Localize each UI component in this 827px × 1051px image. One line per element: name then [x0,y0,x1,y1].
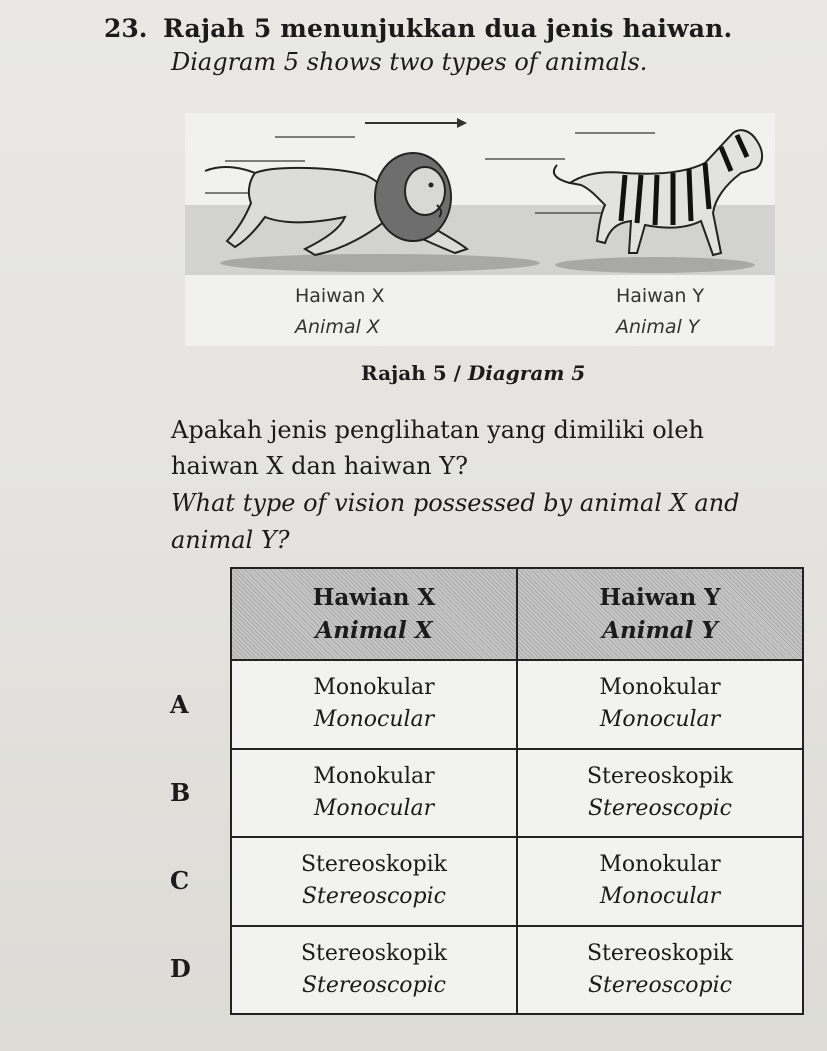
cell-c-x-malay: Stereoskopik [300,852,448,878]
caption-english: Diagram 5 [467,361,586,385]
prompt-malay-line-1: Apakah jenis penglihatan yang dimiliki oleh [171,416,704,444]
question-number: 23. [104,14,148,43]
option-c-label[interactable]: C [170,866,190,895]
animals-figure [185,113,775,346]
cell-a-y-english: Monocular [599,707,721,733]
table-row[interactable] [231,749,803,838]
answer-options-table [230,567,804,1015]
question-text-english: Diagram 5 shows two types of animals. [171,48,648,76]
cell-a-y-malay: Monokular [599,675,721,701]
motion-arrowhead [457,118,467,128]
cell-d-x-malay: Stereoskopik [300,940,448,966]
header-animal-x-malay: Hawian X [312,583,436,611]
animal-y-label-malay: Haiwan Y [616,285,705,307]
cell-d-animal-x [231,926,517,1015]
cell-b-animal-x [231,749,517,838]
cell-c-x-english: Stereoscopic [301,884,446,910]
cell-c-animal-x [231,837,517,926]
option-b-label[interactable]: B [170,778,191,807]
table-header-row [231,568,803,660]
lion-icon [205,153,467,255]
cell-a-x-malay: Monokular [313,675,435,701]
option-d-label[interactable]: D [170,954,191,983]
option-a-label[interactable]: A [170,690,189,719]
cell-b-animal-y [517,749,803,838]
prompt-english-line-1: What type of vision possessed by animal X and [171,489,740,517]
header-animal-y-english: Animal Y [602,617,718,644]
cell-a-animal-x [231,660,517,749]
prompt-english-line-2: animal Y? [171,526,290,554]
cell-c-y-english: Monocular [599,884,721,910]
table-row[interactable] [231,837,803,926]
header-animal-x [231,568,517,660]
animal-y-label-english: Animal Y [616,316,700,338]
cell-a-x-english: Monocular [313,707,435,733]
cell-d-animal-y [517,926,803,1015]
figure-caption [361,361,585,385]
cell-d-y-english: Stereoscopic [587,972,732,998]
animal-x-label-english: Animal X [295,316,380,338]
header-animal-y [517,568,803,660]
cell-c-animal-y [517,837,803,926]
cell-b-x-english: Monocular [313,795,435,821]
cell-b-x-malay: Monokular [313,763,435,789]
lion-shadow [220,254,540,272]
animal-x-label-malay: Haiwan X [295,285,385,307]
cell-d-x-english: Stereoscopic [301,972,446,998]
header-animal-y-malay: Haiwan Y [599,583,721,611]
table-row[interactable] [231,926,803,1015]
cell-a-animal-y [517,660,803,749]
animals-illustration [185,113,775,346]
question-text-malay: Rajah 5 menunjukkan dua jenis haiwan. [163,14,733,43]
cell-c-y-malay: Monokular [599,852,721,878]
cell-b-y-malay: Stereoskopik [586,763,734,789]
zebra-shadow [555,257,755,273]
header-animal-x-english: Animal X [315,617,433,644]
prompt-malay-line-2: haiwan X dan haiwan Y? [171,452,468,480]
cell-b-y-english: Stereoscopic [587,795,732,821]
caption-malay: Rajah 5 / [361,361,468,385]
cell-d-y-malay: Stereoskopik [586,940,734,966]
table-row[interactable] [231,660,803,749]
